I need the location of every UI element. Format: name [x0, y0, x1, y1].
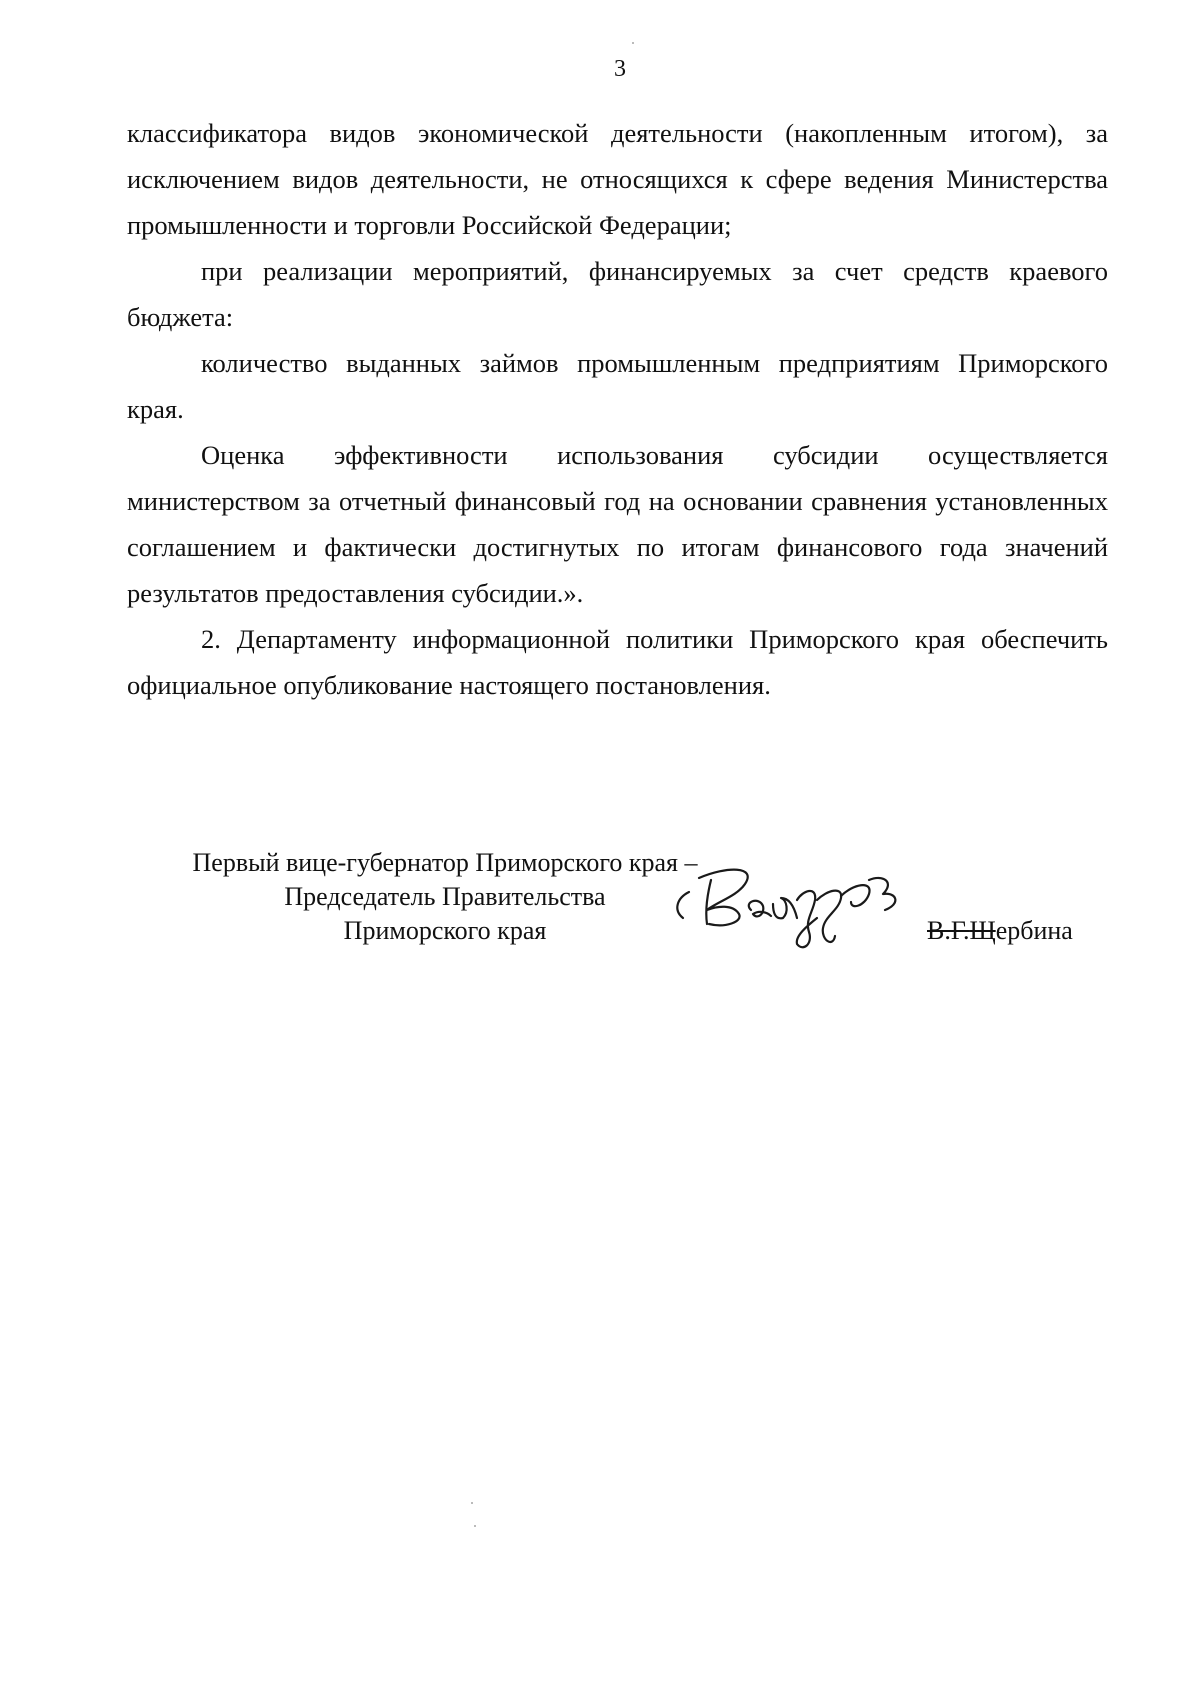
- paragraph-regional-budget: при реализации мероприятий, финансируемых за счет средств краевого бюджета:: [127, 256, 1108, 332]
- signatory-title-line-2: Председатель Правительства: [284, 882, 606, 911]
- signatory-name: [927, 914, 1073, 948]
- paragraph-efficiency-assessment: Оценка эффективности использования субсидии осуществляется министерством за отчетный финансовый год на основании сравнения установленных соглашением и фактически достигнутых по итогам финансового года значений результатов предоставления субсидии.».: [127, 440, 1108, 608]
- signatory-surname-initial: Щ: [969, 916, 996, 945]
- scan-speck: [632, 42, 634, 44]
- scan-speck: [471, 1502, 473, 1504]
- signatory-title-line-3: Приморского края: [343, 916, 547, 945]
- signature-block: [127, 846, 1108, 966]
- scan-speck: [474, 1525, 476, 1527]
- signatory-surname-rest: ербина: [995, 916, 1073, 945]
- paragraph-loans-count: количество выданных займов промышленным предприятиям Приморского края.: [127, 348, 1108, 424]
- signatory-initials: В.Г.: [927, 916, 970, 945]
- page-number: 3: [614, 56, 626, 82]
- handwritten-signature: [647, 840, 927, 960]
- paragraph-publication-order: 2. Департаменту информационной политики Приморского края обеспечить официальное опубликование настоящего постановления.: [127, 624, 1108, 700]
- paragraph-classifier: классификатора видов экономической деятельности (накопленным итогом), за исключением видов деятельности, не относящихся к сфере ведения Министерства промышленности и торговли Российской Федерации;: [127, 118, 1108, 240]
- document-body: [127, 110, 1108, 708]
- signatory-title-line-1: Первый вице-губернатор Приморского края –: [192, 848, 698, 877]
